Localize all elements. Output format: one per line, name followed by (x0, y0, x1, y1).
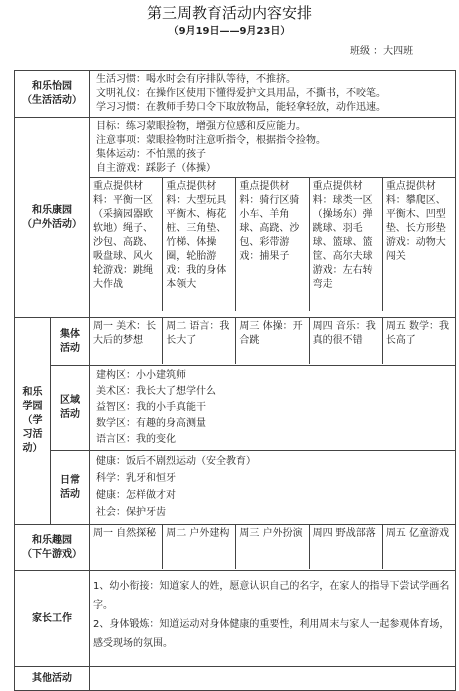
study-subtitle: 动） (22, 443, 43, 454)
life-subtitle: （生活活动） (22, 95, 82, 106)
parents-line: 2、身体锻炼：知道运动对身体健康的重要性，利用周末与家人一起参观体育场，感受现场的氛围。 (93, 619, 450, 649)
study-subtitle: （学 (22, 415, 43, 426)
study-subtitle: 习活 (22, 429, 43, 440)
date-range: （9月19日——9月23日） (168, 26, 291, 37)
life-line: 学习习惯：在教师手势口令下取放物品，能轻拿轻放，动作迅速。 (96, 102, 386, 113)
group-label: 活动 (60, 342, 80, 354)
play-title: 和乐趣园 (32, 534, 72, 546)
play-subtitle: （下午游戏） (22, 548, 82, 560)
play-row (15, 525, 456, 571)
area-line: 数学区：有趣的身高测量 (96, 418, 206, 429)
outdoor-zone-box: 重点提供材料：球类一区（操场东）弹跳球、羽毛球、篮球、篮筐、高尔夫球游戏：左右转弯走 (309, 178, 382, 311)
area-activity-content (90, 366, 456, 451)
schedule-table (14, 70, 456, 691)
daily-label: 活动 (60, 488, 80, 500)
life-line: 文明礼仪：在操作区使用下懂得爱护文具用品，不撕书，不咬笔。 (96, 88, 386, 99)
group-activity-label (51, 318, 90, 366)
other-content (90, 667, 456, 691)
outdoor-line: 自主游戏：踩影子（体操） (96, 163, 216, 174)
area-activity-label (51, 366, 90, 451)
study-title: 学园 (22, 401, 43, 412)
group-day-box: 周三 体操：开合跳 (235, 318, 308, 364)
study-daily-row (15, 451, 456, 525)
parents-line: 1、幼小衔接：知道家人的姓，愿意认识自己的名字，在家人的指导下尝试学画名字。 (93, 581, 450, 611)
area-line: 语言区：我的变化 (96, 434, 176, 445)
life-content (90, 71, 456, 118)
life-row (15, 71, 456, 118)
class-label: 班级 ：大四班 (350, 46, 414, 57)
other-header: 其他活动 (15, 667, 90, 691)
outdoor-line: 目标：练习蒙眼捡物，增强方位感和反应能力。 (96, 121, 306, 132)
group-day-box: 周二 语言：我长大了 (162, 318, 235, 364)
outdoor-zone-box: 重点提供材料：骑行区骑小车、羊角球、高跷、沙包、彩带游戏：捕果子 (235, 178, 308, 311)
life-header (15, 71, 90, 118)
play-header (15, 525, 90, 571)
study-title: 和乐 (22, 387, 43, 398)
group-label: 集体 (60, 328, 80, 340)
parents-row (15, 571, 456, 667)
outdoor-content (90, 118, 456, 318)
area-line: 益智区：我的小手真能干 (96, 402, 206, 413)
daily-activity-content (90, 451, 456, 525)
group-activity-content (90, 318, 456, 366)
play-day-box: 周二 户外建构 (162, 525, 235, 569)
outdoor-line: 集体运动：不怕黑的孩子 (96, 149, 206, 160)
area-line: 建构区：小小建筑师 (96, 370, 186, 381)
outdoor-zone-box: 重点提供材料：攀爬区、平衡木、凹型垫、长方形垫游戏：动物大闯关 (382, 178, 455, 311)
outdoor-line: 注意事项：蒙眼捡物时注意听指令，根据指令捡物。 (96, 135, 326, 146)
other-row (15, 667, 456, 691)
outdoor-header (15, 118, 90, 318)
parents-content (90, 571, 456, 667)
group-day-box: 周五 数学：我长高了 (382, 318, 455, 364)
life-title: 和乐怡园 (32, 81, 72, 92)
parents-header: 家长工作 (15, 571, 90, 667)
outdoor-zone-box: 重点提供材料：平衡一区（采摘园器欧软地）绳子、沙包、高跷、吸盘球、风火轮游戏：跳绳大作战 (93, 181, 153, 290)
play-day-box: 周三 户外扮演 (235, 525, 308, 569)
daily-line: 健康：饭后不剧烈运动（安全教育） (96, 456, 256, 467)
group-day-box: 周一 美术：长大后的梦想 (93, 321, 157, 346)
play-day-box: 周一 自然探秘 (93, 528, 157, 539)
outdoor-row (15, 118, 456, 318)
daily-line: 科学：乳牙和恒牙 (96, 473, 176, 484)
area-label: 区域 (60, 395, 80, 406)
play-content (90, 525, 456, 571)
daily-line: 社会：保护牙齿 (96, 507, 166, 518)
life-line: 生活习惯：喝水时会有序排队等待，不推挤。 (96, 74, 296, 85)
outdoor-title: 和乐康园 (32, 204, 72, 216)
study-group-row (15, 318, 456, 366)
area-line: 美术区：我长大了想学什么 (96, 386, 216, 397)
area-label: 活动 (60, 409, 80, 420)
group-day-box: 周四 音乐：我真的很不错 (309, 318, 382, 364)
daily-label: 日常 (60, 474, 80, 486)
daily-line: 健康：怎样做才对 (96, 490, 176, 501)
play-day-box: 周五 亿童游戏 (382, 525, 455, 569)
outdoor-subtitle: （户外活动） (22, 218, 82, 230)
page-title: 第三周教育活动内容安排 (146, 4, 312, 22)
daily-activity-label (51, 451, 90, 525)
study-area-row (15, 366, 456, 451)
outdoor-zone-box: 重点提供材料：大型玩具平衡木、梅花桩、三角垫、竹梯、体操圈，轮胎游戏：我的身体本领大 (162, 178, 235, 311)
study-header (15, 318, 51, 525)
play-day-box: 周四 野战部落 (309, 525, 382, 569)
